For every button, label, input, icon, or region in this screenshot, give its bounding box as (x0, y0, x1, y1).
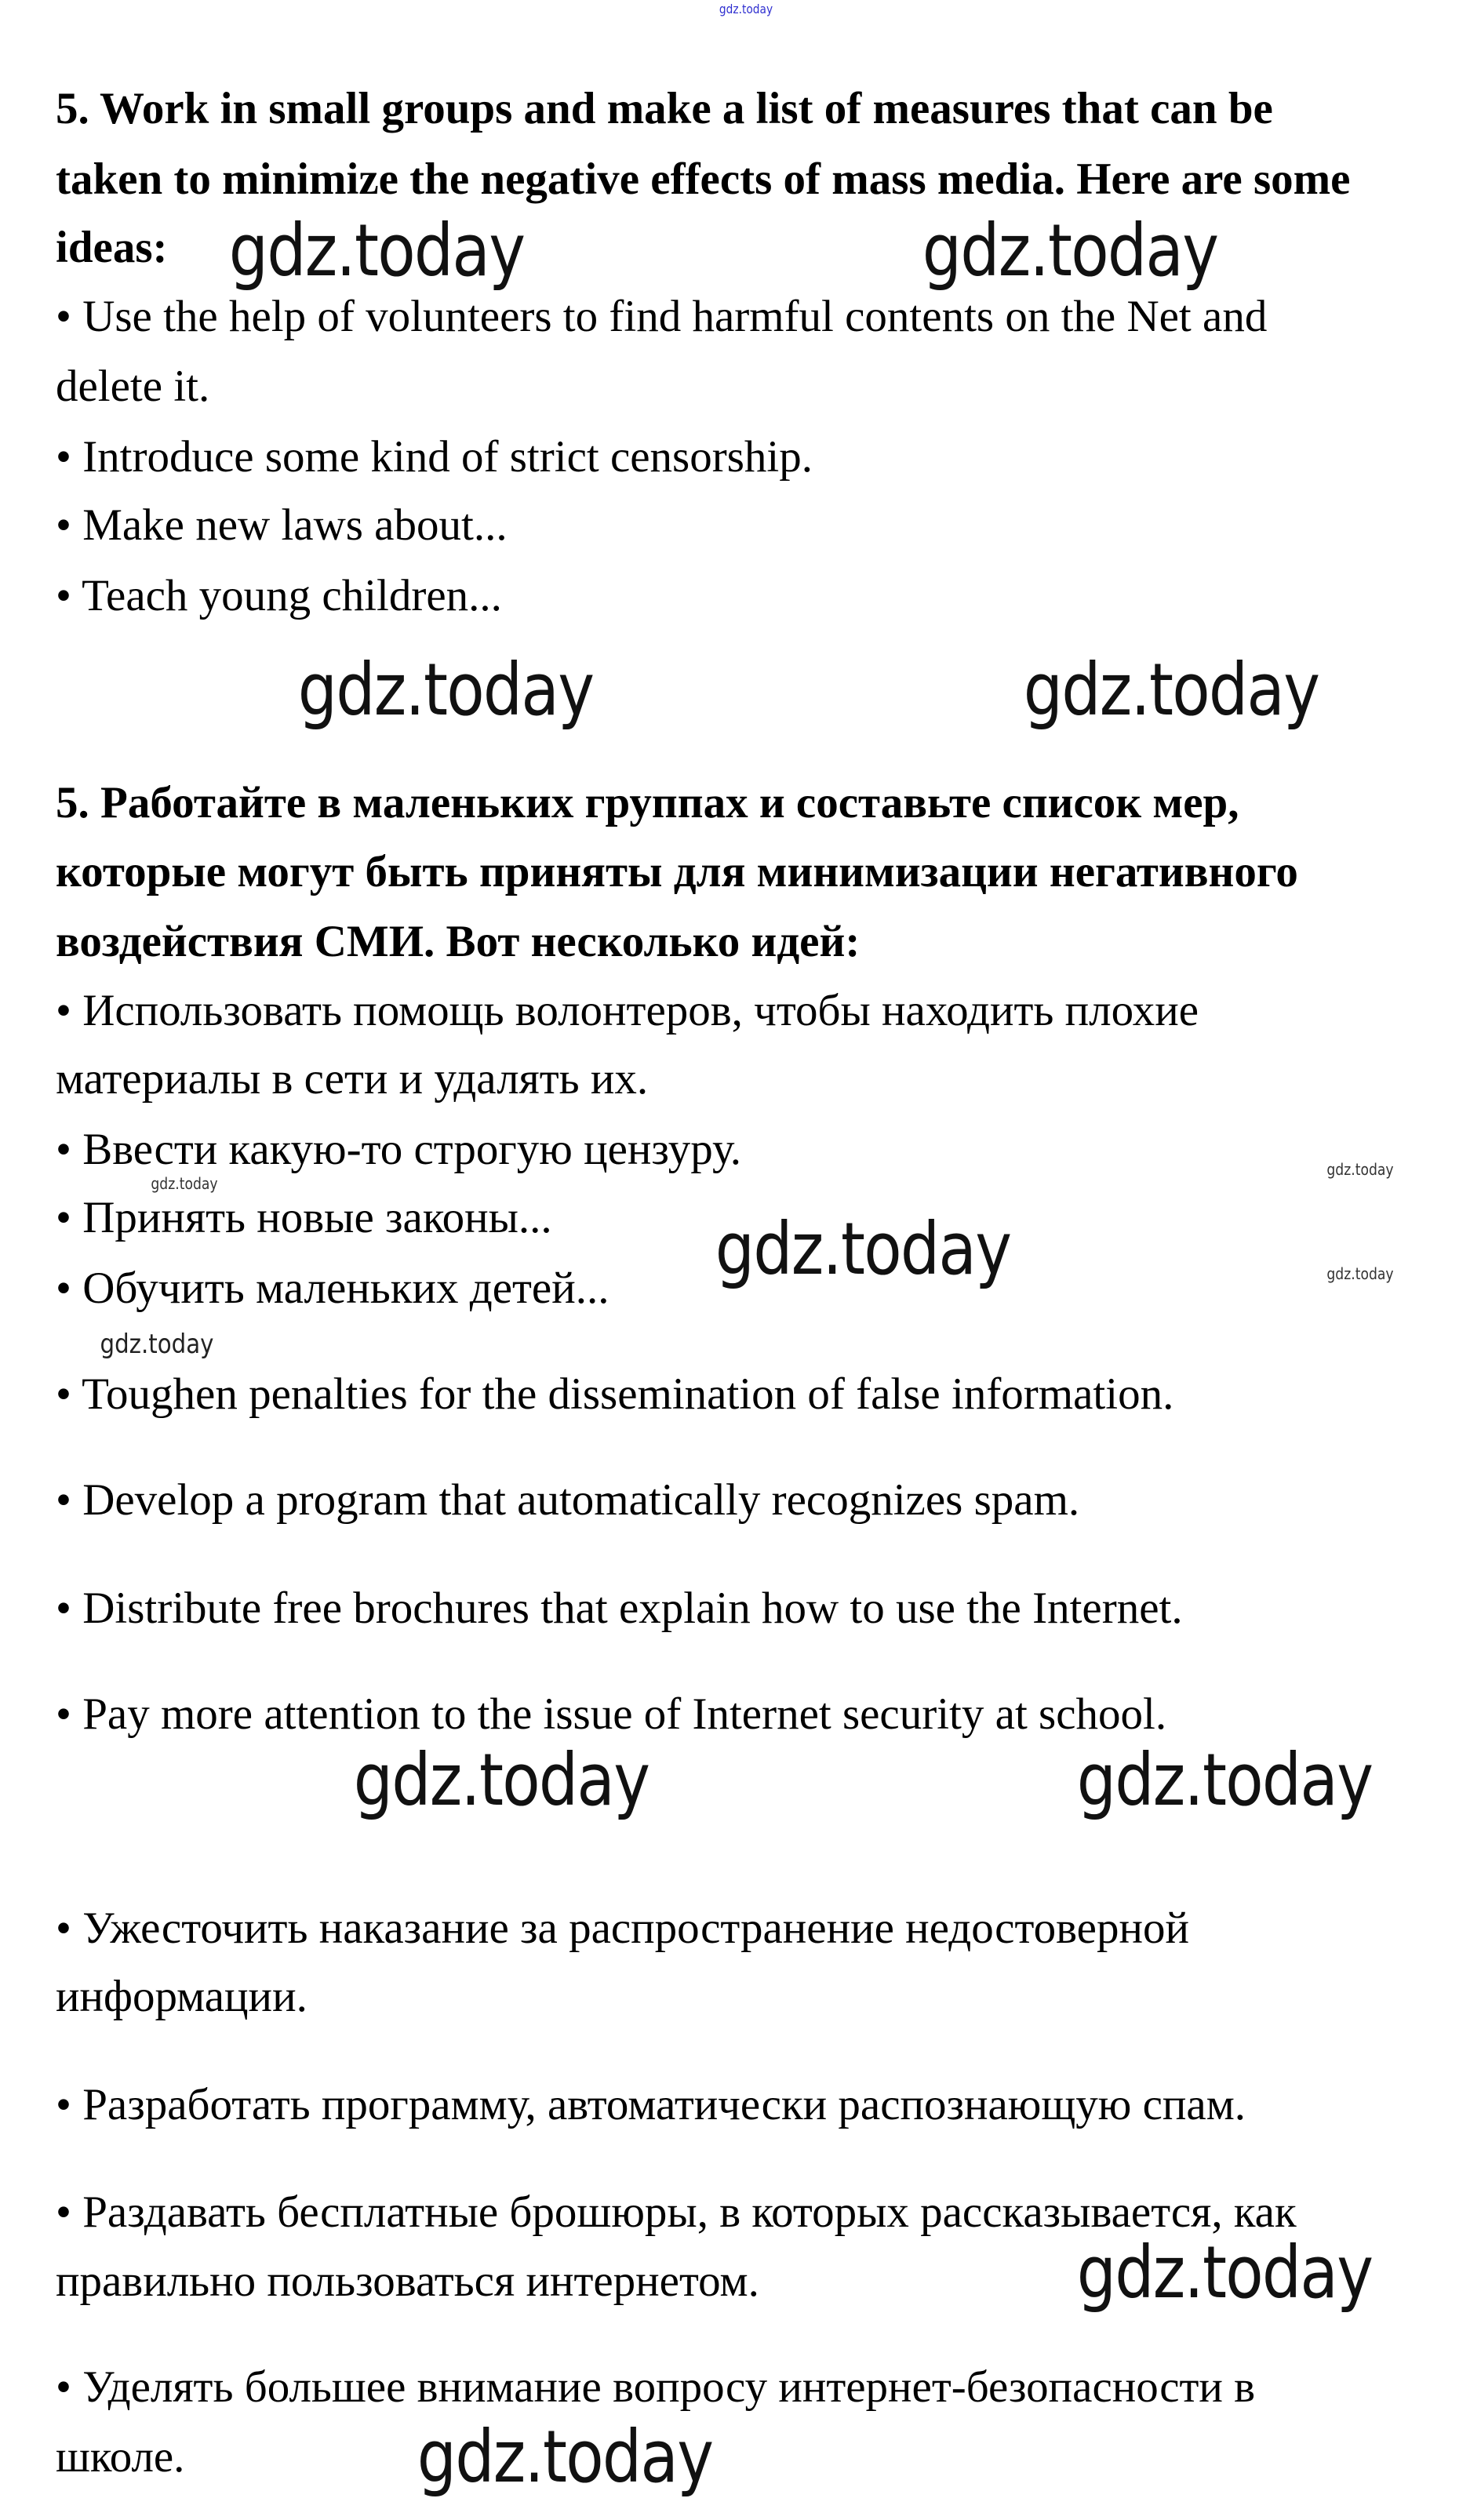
answer-item-ru: школе. (56, 2432, 185, 2482)
watermark: gdz.today (1076, 2231, 1373, 2315)
watermark: gdz.today (297, 648, 594, 732)
list-item: • Использовать помощь волонтеров, чтобы находить плохие (56, 986, 1199, 1035)
watermark: gdz.today (353, 1738, 649, 1822)
list-item: • Teach young children... (56, 571, 502, 620)
answer-item-en: • Distribute free brochures that explain how to use the Internet. (56, 1584, 1183, 1633)
answer-item-ru: • Раздавать бесплатные брошюры, в которых рассказывается, как (56, 2187, 1297, 2237)
answer-item-en: • Pay more attention to the issue of Internet security at school. (56, 1689, 1167, 1739)
list-item: материалы в сети и удалять их. (56, 1054, 649, 1104)
task-heading-en: 5. Work in small groups and make a list of measures that can be (56, 84, 1273, 133)
watermark: gdz.today (1076, 1738, 1373, 1822)
task-heading-en: ideas: (56, 223, 168, 272)
watermark: gdz.today (719, 2, 773, 16)
answer-item-ru: • Разработать программу, автоматически распознающую спам. (56, 2080, 1246, 2129)
watermark: gdz.today (922, 209, 1218, 293)
answer-item-ru: правильно пользоваться интернетом. (56, 2256, 759, 2306)
watermark: gdz.today (228, 209, 525, 293)
answer-item-en: • Develop a program that automatically recognizes spam. (56, 1475, 1080, 1525)
task-heading-ru: 5. Работайте в маленьких группах и составьте список мер, (56, 778, 1239, 827)
watermark: gdz.today (100, 1329, 214, 1360)
list-item: • Обучить маленьких детей... (56, 1264, 609, 1313)
list-item: • Принять новые законы... (56, 1193, 552, 1242)
task-heading-ru: воздействия СМИ. Вот несколько идей: (56, 917, 861, 966)
answer-item-ru: • Ужесточить наказание за распространение недостоверной (56, 1904, 1189, 1953)
answer-item-ru: • Уделять большее внимание вопросу интернет-безопасности в (56, 2362, 1256, 2412)
answer-item-ru: информации. (56, 1972, 307, 2021)
list-item: • Ввести какую-то строгую цензуру. (56, 1125, 742, 1174)
watermark: gdz.today (151, 1174, 218, 1193)
watermark: gdz.today (1023, 648, 1319, 732)
task-heading-ru: которые могут быть приняты для минимизации негативного (56, 847, 1298, 896)
watermark: gdz.today (1326, 1160, 1394, 1179)
list-item: • Use the help of volunteers to find harmful contents on the Net and (56, 292, 1268, 341)
watermark: gdz.today (417, 2415, 713, 2499)
watermark: gdz.today (715, 1207, 1011, 1291)
watermark: gdz.today (1326, 1264, 1394, 1283)
list-item: delete it. (56, 362, 210, 411)
task-heading-en: taken to minimize the negative effects of mass media. Here are some (56, 155, 1351, 204)
list-item: • Introduce some kind of strict censorship. (56, 432, 813, 482)
answer-item-en: • Toughen penalties for the dissemination of false information. (56, 1369, 1174, 1419)
list-item: • Make new laws about... (56, 500, 508, 550)
